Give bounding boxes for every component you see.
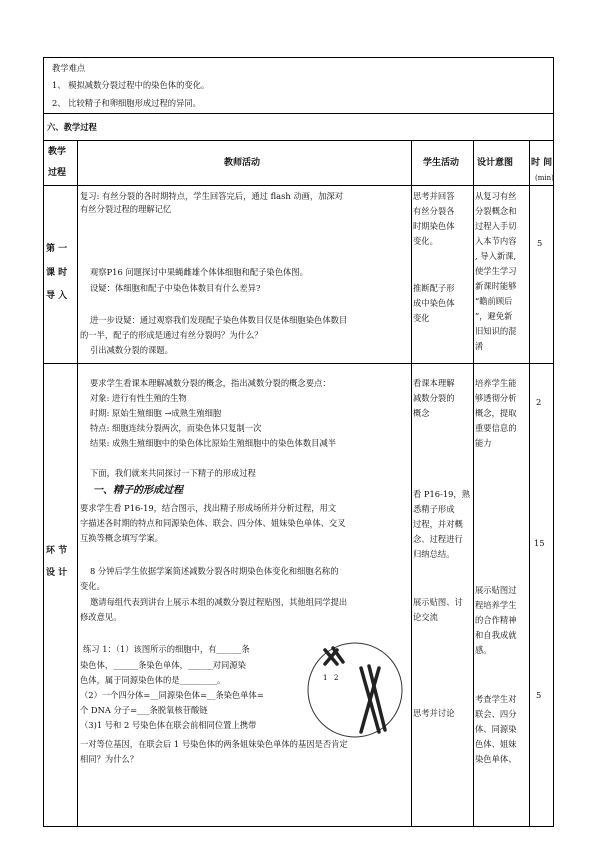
row1-intent-line: 使学生学习 xyxy=(475,266,517,276)
row2-teacher-line: 8 分钟后学生依据学案简述减数分裂各时期染色体变化和细胞名称的 xyxy=(90,566,339,576)
row1-intent-line: 淆 xyxy=(475,341,484,351)
row2-intent-line: 的合作精神 xyxy=(475,615,517,625)
row2-teacher-line: 要求学生看 P16-19，结合图示，找出精子形成场所并分析过程，用文 xyxy=(80,503,337,513)
figure-label-1: 1 xyxy=(323,674,328,682)
row1-teacher-line: 观察P16 问题探讨中果蝇雌雄个体体细胞和配子染色体图。 xyxy=(90,267,308,277)
row2-student-line: 展示贴图、讨 xyxy=(413,597,463,607)
exercise-line: （2）一个四分体=__同源染色体=__条染色单体= xyxy=(80,690,264,700)
exercise-line: 一对等位基因，在联会后 1 号染色体的两条姐妹染色单体的基因是否肯定 xyxy=(80,739,348,749)
row1-intent-line: ”，避免新 xyxy=(475,311,513,321)
exercise-line: 练习 1：（1）该图所示的细胞中，有______条 xyxy=(83,644,250,654)
row2-student-line: 看课本理解 xyxy=(413,378,455,388)
row1-intent-line: 入本节内容 xyxy=(475,236,517,246)
row1-student-line: 成中染色体 xyxy=(413,298,455,308)
row2-teacher-line: 变化。 xyxy=(80,581,105,591)
row2-teacher-line: 邀请每组代表到讲台上展示本组的减数分裂过程贴图，其他组同学提出 xyxy=(90,597,348,607)
exercise-line: 个 DNA 分子=___条脱氧核苷酸链 xyxy=(80,705,208,715)
row1-intent-line: 过程入手切 xyxy=(475,221,517,231)
difficulty-item-2: 2、 比较精子和卵细胞形成过程的异同。 xyxy=(52,98,201,108)
row1-student-line: 有丝分裂各 xyxy=(413,206,455,216)
row2-teacher-line: 修改意见。 xyxy=(80,612,122,622)
row2-student-line: 减数分裂的 xyxy=(413,393,455,403)
header-process-1: 教学 xyxy=(48,147,67,157)
column-line xyxy=(77,140,78,827)
row2-student-line: 过程，并对概 xyxy=(413,519,463,529)
figure-label-2: 2 xyxy=(334,674,339,682)
row1-intent-line: “瞻前顾后 xyxy=(475,296,513,306)
header-teacher: 教师活动 xyxy=(224,158,261,168)
difficulty-item-1: 1、 模拟减数分裂过程中的染色体的变化。 xyxy=(52,80,210,90)
row1-time: 5 xyxy=(537,238,543,248)
row2-intent-line: 培养学生能 xyxy=(475,378,517,388)
row1-intent-line: , 导入新课, xyxy=(475,251,517,261)
row2-intent-line: 程培养学生 xyxy=(475,600,517,610)
row2-label-1: 环 节 xyxy=(46,546,68,556)
row2-intent-line: 考查学生对 xyxy=(475,694,517,704)
cell-outline xyxy=(308,643,402,737)
column-line xyxy=(529,140,530,827)
row2-student-line: 悉精子形成 xyxy=(413,504,455,514)
row1-teacher-line: 有丝分裂过程的理解记忆 xyxy=(80,204,172,214)
row1-teacher-line: 复习: 有丝分裂的各时期特点，学生回答完后，通过 flash 动画，加深对 xyxy=(80,191,344,201)
row2-time-1: 2 xyxy=(536,397,542,407)
column-line xyxy=(411,140,412,827)
row2-intent-line: 展示贴图过 xyxy=(475,585,517,595)
row1-label-2: 课 时 xyxy=(46,268,68,278)
row2-teacher-line: 对象: 进行有性生殖的生物 xyxy=(90,393,187,403)
row2-intent-line: 重要信息的 xyxy=(475,423,517,433)
chromosome-pair-small xyxy=(325,648,343,664)
row2-intent-line: 够透彻分析 xyxy=(475,393,517,403)
row2-intent-line: 染色单体、 xyxy=(475,754,517,764)
row2-student-line: 念、过程进行 xyxy=(413,534,463,544)
exercise-line: 相同？为什么？ xyxy=(80,754,139,764)
row2-student-line: 思考并讨论 xyxy=(413,708,455,718)
header-time-unit: (min) xyxy=(535,174,554,182)
row2-time-2: 15 xyxy=(534,538,545,548)
row2-teacher-line: 结果: 成熟生殖细胞中的染色体比原始生殖细胞中的染色体数目减半 xyxy=(90,438,337,448)
divider-line xyxy=(43,113,554,114)
row2-student-line: 概念 xyxy=(413,408,430,418)
row2-student-line: 归纳总结。 xyxy=(413,549,455,559)
row1-teacher-line: 引出减数分裂的课题。 xyxy=(90,345,173,355)
row1-intent-line: 从复习有丝 xyxy=(475,191,517,201)
row1-teacher-line: 的一半，配子的形成是通过有丝分裂吗？为什么？ xyxy=(80,330,263,340)
header-time: 时 间 xyxy=(531,158,553,168)
column-line xyxy=(473,140,474,827)
exercise-line: 色体，属于同源染色体的是_________。 xyxy=(80,675,226,685)
section-title: 六、教学过程 xyxy=(47,122,97,132)
row1-label-1: 第 一 xyxy=(46,244,68,254)
row1-intent-line: 旧知识的混 xyxy=(475,326,517,336)
row2-intent-line: 感。 xyxy=(475,645,492,655)
difficulty-title: 教学难点 xyxy=(52,63,86,73)
row2-intent-line: 联会、四分 xyxy=(475,709,517,719)
row2-time-3: 5 xyxy=(536,690,542,700)
row2-teacher-line: 特点: 细胞连续分裂两次，而染色体只复制一次 xyxy=(90,423,262,433)
exercise-line: （3)1 号和 2 号染色体在联会前相同位置上携带 xyxy=(80,720,257,730)
row2-student-line: 论交流 xyxy=(413,612,438,622)
header-student: 学生活动 xyxy=(423,158,460,168)
row2-intent-line: 和自我成就 xyxy=(475,630,517,640)
row1-teacher-line: 设疑：体细胞和配子中染色体数目有什么差异? xyxy=(90,283,261,293)
row2-intent-line: 能力 xyxy=(475,438,492,448)
row1-teacher-line: 进一步设疑：通过观察我们发现配子染色体数目仅是体细胞染色体数目 xyxy=(90,315,348,325)
row1-intent-line: 分裂概念和 xyxy=(475,206,517,216)
exercise-line: 染色体，______条染色单体，______对同源染 xyxy=(80,660,246,670)
row1-label-3: 导 入 xyxy=(46,291,68,301)
row2-intent-line: 色体、姐妹 xyxy=(475,739,517,749)
row2-student-line: 看 P16-19，熟 xyxy=(413,489,471,499)
header-intent: 设计意图 xyxy=(477,158,514,168)
row2-label-2: 设 计 xyxy=(46,568,68,578)
row2-teacher-line: 下面，我们就来共同探讨一下精子的形成过程 xyxy=(90,468,256,478)
row1-student-line: 思考并回答 xyxy=(413,191,455,201)
divider-line xyxy=(43,185,554,186)
chromosome-cell-figure xyxy=(303,640,407,740)
chromosome-pair-large xyxy=(361,666,385,732)
row2-teacher-line: 要求学生看课本理解减数分裂的概念，指出减数分裂的概念要点： xyxy=(90,378,331,388)
row2-intent-line: 概念，提取 xyxy=(475,408,517,418)
header-process-2: 过程 xyxy=(48,168,67,178)
sperm-formation-heading: 一、精子的形成过程 xyxy=(93,485,183,496)
row1-intent-line: 新课时能够 xyxy=(475,281,517,291)
row1-student-line: 变化。 xyxy=(413,236,438,246)
row2-teacher-line: 互换等概念填写学案。 xyxy=(80,533,163,543)
row2-teacher-line: 字描述各时期的特点和同源染色体、联会、四分体、姐妹染色单体、交叉 xyxy=(80,518,346,528)
divider-line xyxy=(43,363,554,364)
row1-student-line: 变化 xyxy=(413,313,430,323)
row2-teacher-line: 时期: 原始生殖细胞 →成熟生殖细胞 xyxy=(90,408,222,418)
divider-line xyxy=(43,140,554,141)
row1-student-line: 推断配子形 xyxy=(413,283,455,293)
row2-intent-line: 体、同源染 xyxy=(475,724,517,734)
row1-student-line: 时期染色体 xyxy=(413,221,455,231)
